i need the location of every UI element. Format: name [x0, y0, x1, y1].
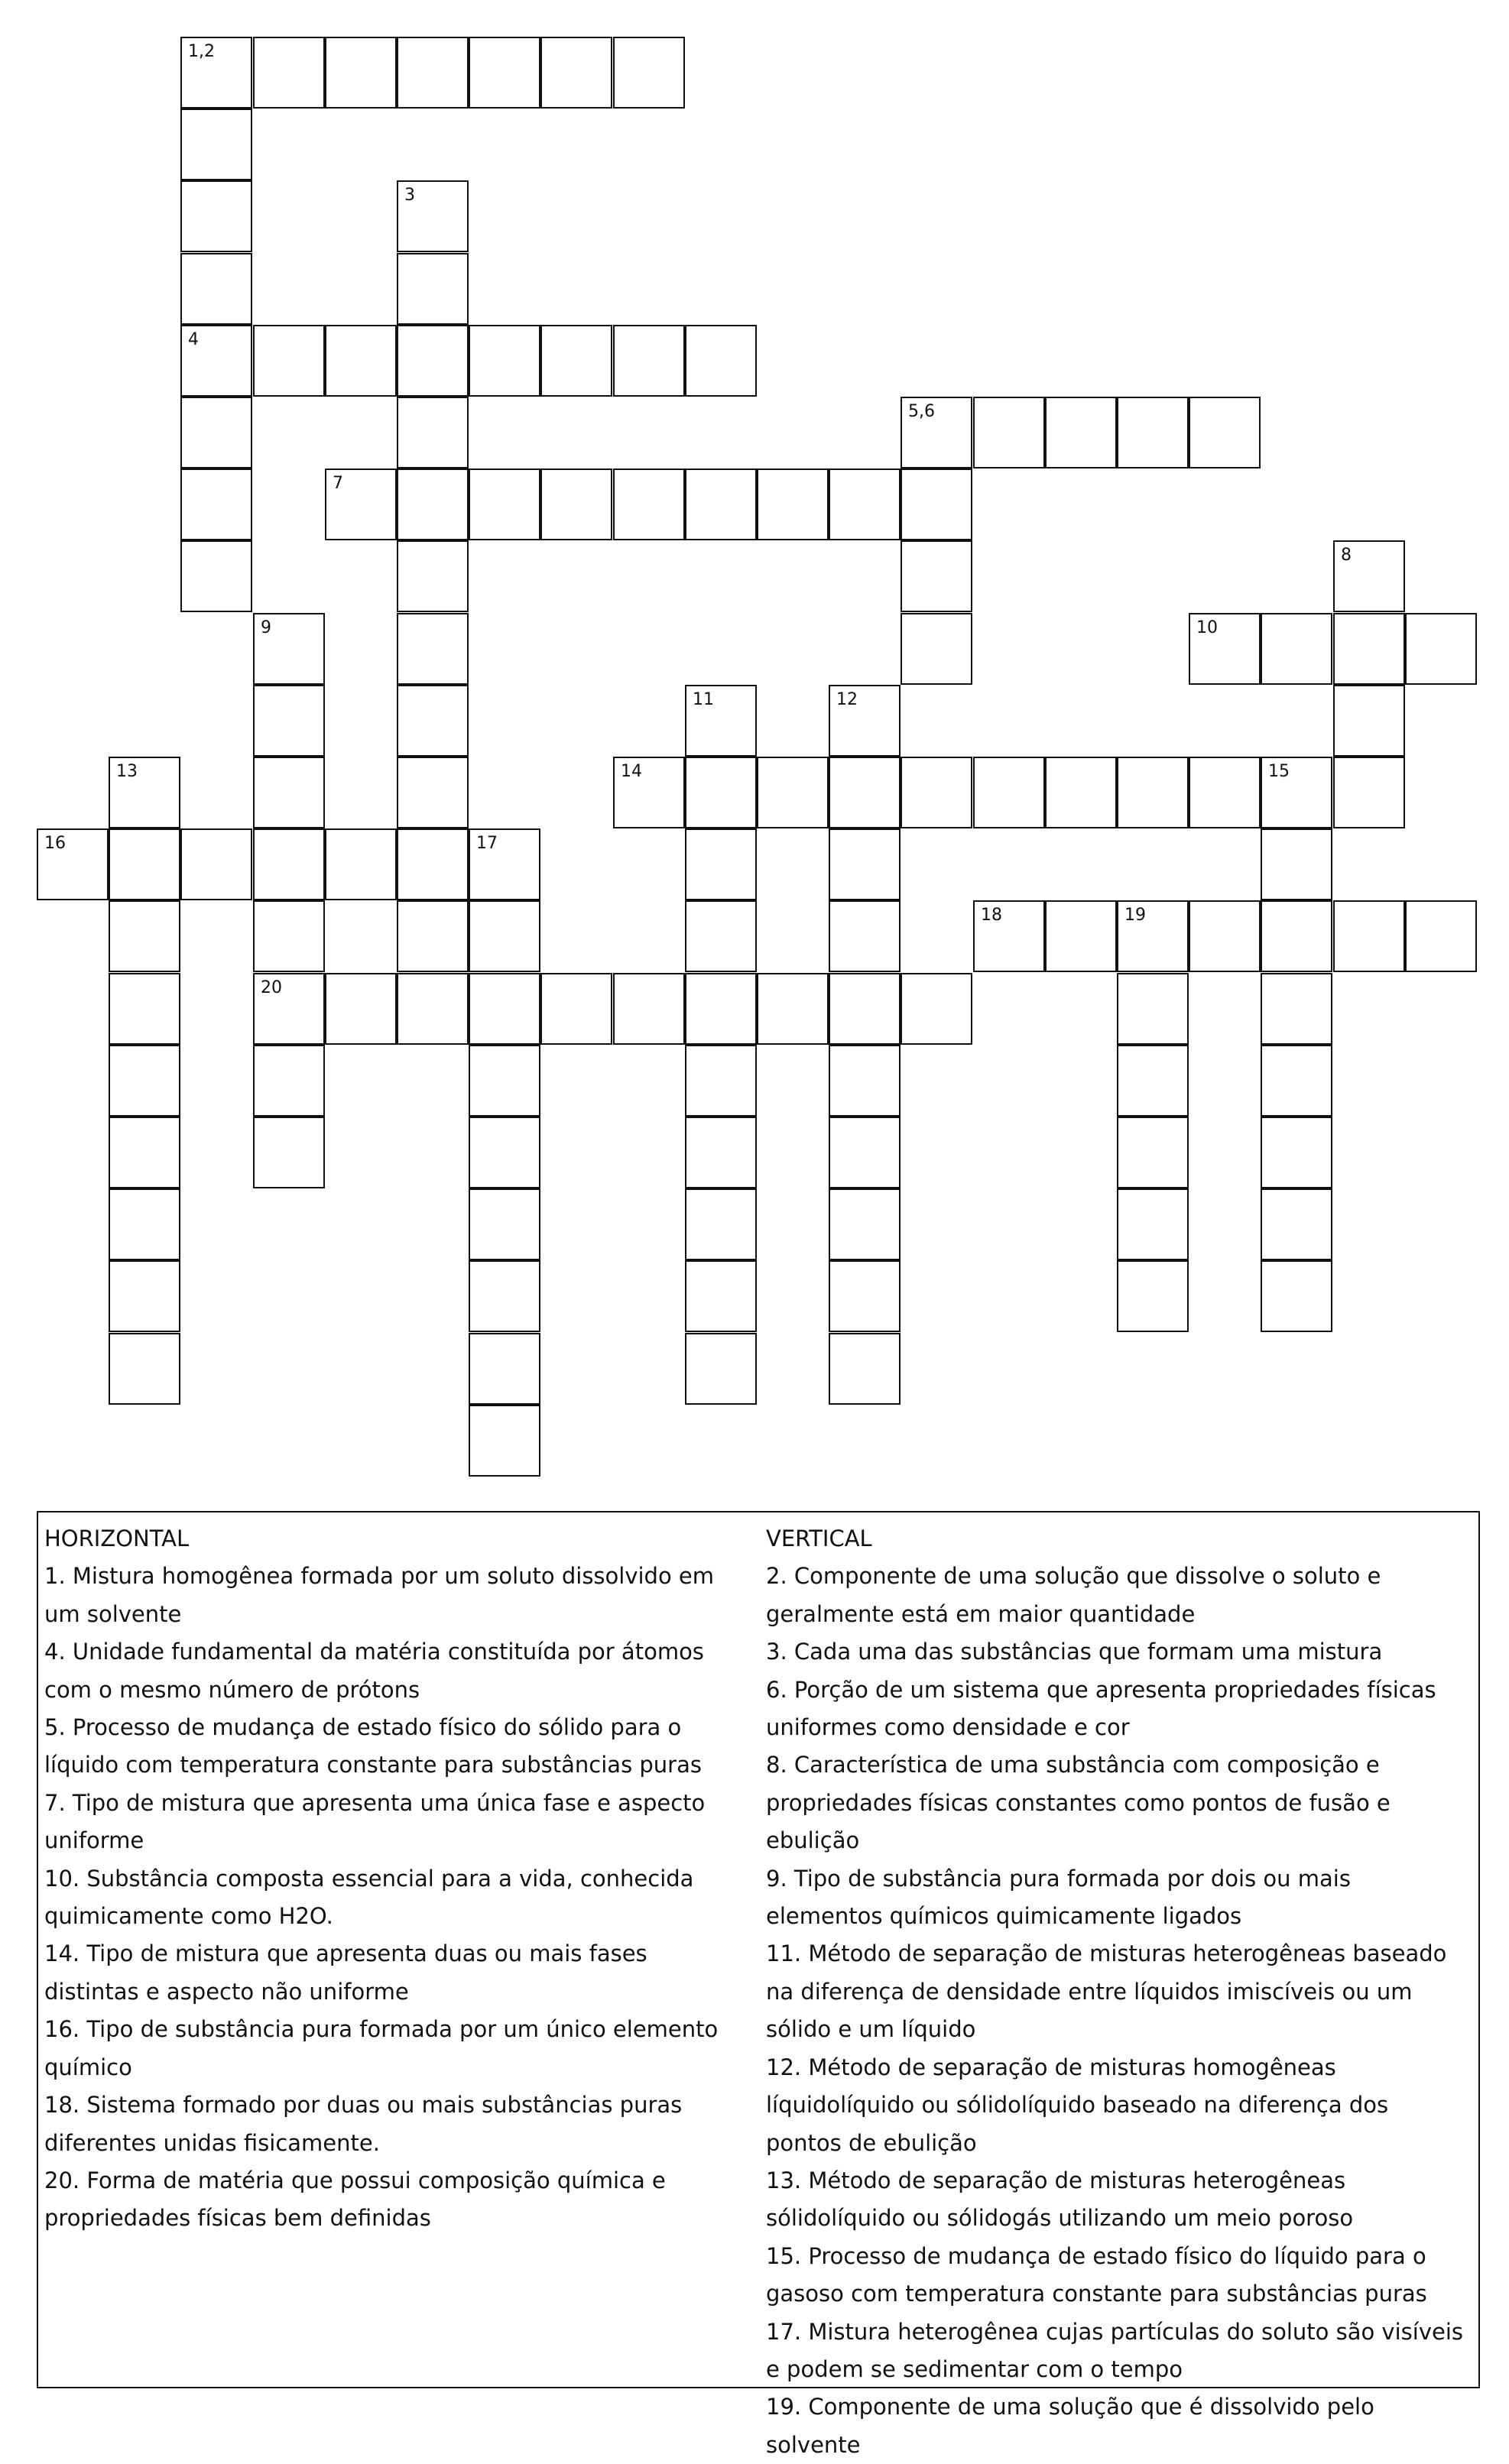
grid-cell[interactable]	[1261, 613, 1332, 685]
grid-cell[interactable]	[829, 468, 901, 540]
grid-cell[interactable]	[613, 325, 685, 397]
grid-cell[interactable]	[469, 828, 540, 900]
grid-cell[interactable]	[1117, 973, 1189, 1045]
grid-cell[interactable]	[180, 325, 252, 397]
grid-cell[interactable]	[1261, 828, 1332, 900]
grid-cell[interactable]	[180, 828, 252, 900]
grid-cell[interactable]	[1117, 1117, 1189, 1188]
grid-cell[interactable]	[1261, 757, 1332, 828]
grid-cell[interactable]	[180, 397, 252, 468]
grid-cell[interactable]	[685, 828, 757, 900]
grid-cell[interactable]	[901, 397, 972, 468]
grid-cell[interactable]	[469, 973, 540, 1045]
grid-cell[interactable]	[685, 468, 757, 540]
grid-cell[interactable]	[109, 900, 180, 972]
clue-number: 11	[693, 690, 714, 709]
grid-cell[interactable]	[253, 973, 325, 1045]
grid-cell[interactable]	[109, 1045, 180, 1117]
grid-cell[interactable]	[1333, 685, 1405, 757]
clue-number: 13	[116, 762, 138, 781]
clue-vertical-6: 6. Porção de um sistema que apresenta propriedades físicas uniformes como densidade e cor	[766, 1676, 1436, 1741]
grid-cell[interactable]	[1261, 1260, 1332, 1332]
grid-cell[interactable]	[1261, 1117, 1332, 1188]
grid-cell[interactable]	[109, 1333, 180, 1405]
grid-cell[interactable]	[397, 37, 469, 109]
grid-cell[interactable]	[469, 1117, 540, 1188]
grid-cell[interactable]	[253, 613, 325, 685]
grid-cell[interactable]	[685, 1188, 757, 1260]
grid-cell[interactable]	[325, 468, 397, 540]
grid-cell[interactable]	[1045, 757, 1117, 828]
grid-cell[interactable]	[757, 757, 829, 828]
grid-cell[interactable]	[973, 757, 1045, 828]
clue-number: 20	[261, 978, 282, 997]
grid-cell[interactable]	[253, 325, 325, 397]
grid-cell[interactable]	[397, 468, 469, 540]
vertical-clues	[766, 1520, 1469, 2464]
grid-cell[interactable]	[253, 1045, 325, 1117]
grid-cell[interactable]	[613, 973, 685, 1045]
grid-cell[interactable]	[253, 900, 325, 972]
grid-cell[interactable]	[253, 828, 325, 900]
grid-cell[interactable]	[685, 900, 757, 972]
clue-vertical-2: 2. Componente de uma solução que dissolve o soluto e geralmente está em maior quantidade	[766, 1563, 1381, 1627]
grid-cell[interactable]	[685, 757, 757, 828]
grid-cell[interactable]	[397, 900, 469, 972]
grid-cell[interactable]	[397, 325, 469, 397]
grid-cell[interactable]	[613, 37, 685, 109]
grid-cell[interactable]	[469, 325, 540, 397]
clue-number: 15	[1268, 762, 1290, 781]
grid-cell[interactable]	[397, 613, 469, 685]
grid-cell[interactable]	[469, 1188, 540, 1260]
grid-cell[interactable]	[901, 973, 972, 1045]
grid-cell[interactable]	[901, 757, 972, 828]
grid-cell[interactable]	[469, 1260, 540, 1332]
grid-cell[interactable]	[1405, 900, 1477, 972]
grid-cell[interactable]	[1261, 900, 1332, 972]
grid-cell[interactable]	[1333, 757, 1405, 828]
grid-cell[interactable]	[109, 1188, 180, 1260]
clue-vertical-3: 3. Cada uma das substâncias que formam uma mistura	[766, 1639, 1383, 1665]
grid-cell[interactable]	[325, 828, 397, 900]
grid-cell[interactable]	[829, 1188, 901, 1260]
grid-cell[interactable]	[180, 468, 252, 540]
grid-cell[interactable]	[901, 468, 972, 540]
horizontal-clues	[44, 1520, 748, 2238]
grid-cell[interactable]	[613, 757, 685, 828]
grid-cell[interactable]	[469, 1333, 540, 1405]
grid-cell[interactable]	[1117, 397, 1189, 468]
grid-cell[interactable]	[1045, 397, 1117, 468]
grid-cell[interactable]	[1333, 900, 1405, 972]
grid-cell[interactable]	[397, 397, 469, 468]
clue-horizontal-20: 20. Forma de matéria que possui composição química e propriedades físicas bem definidas	[44, 2167, 666, 2232]
grid-cell[interactable]	[253, 37, 325, 109]
clue-number: 5,6	[908, 402, 935, 421]
grid-cell[interactable]	[325, 325, 397, 397]
grid-cell[interactable]	[901, 613, 972, 685]
grid-cell[interactable]	[829, 973, 901, 1045]
grid-cell[interactable]	[1189, 900, 1261, 972]
clue-vertical-9: 9. Tipo de substância pura formada por dois ou mais elementos químicos quimicamente ligados	[766, 1865, 1351, 1930]
grid-cell[interactable]	[829, 1260, 901, 1332]
grid-cell[interactable]	[829, 757, 901, 828]
grid-cell[interactable]	[397, 685, 469, 757]
clue-horizontal-1: 1. Mistura homogênea formada por um soluto dissolvido em um solvente	[44, 1563, 715, 1627]
clue-horizontal-4: 4. Unidade fundamental da matéria constituída por átomos com o mesmo número de prótons	[44, 1639, 704, 1703]
clue-vertical-17: 17. Mistura heterogênea cujas partículas do soluto são visíveis e podem se sedimentar com o tempo	[766, 2318, 1463, 2382]
grid-cell[interactable]	[973, 900, 1045, 972]
grid-cell[interactable]	[397, 828, 469, 900]
grid-cell[interactable]	[685, 973, 757, 1045]
grid-cell[interactable]	[829, 1045, 901, 1117]
grid-cell[interactable]	[1333, 540, 1405, 612]
clue-number: 3	[404, 186, 415, 205]
grid-cell[interactable]	[1189, 757, 1261, 828]
grid-cell[interactable]	[397, 757, 469, 828]
grid-cell[interactable]	[469, 900, 540, 972]
clue-number: 12	[836, 690, 858, 709]
grid-cell[interactable]	[1045, 900, 1117, 972]
grid-cell[interactable]	[829, 685, 901, 757]
clue-number: 17	[476, 834, 498, 853]
grid-cell[interactable]	[901, 540, 972, 612]
grid-cell[interactable]	[685, 325, 757, 397]
grid-cell[interactable]	[325, 37, 397, 109]
grid-cell[interactable]	[685, 685, 757, 757]
clue-horizontal-16: 16. Tipo de substância pura formada por um único elemento químico	[44, 2016, 719, 2080]
grid-cell[interactable]	[180, 180, 252, 252]
vertical-heading: VERTICAL	[766, 1525, 872, 1551]
horizontal-heading: HORIZONTAL	[44, 1525, 190, 1551]
grid-cell[interactable]	[469, 1405, 540, 1477]
grid-cell[interactable]	[1189, 613, 1261, 685]
clue-number: 4	[188, 330, 199, 349]
grid-cell[interactable]	[180, 109, 252, 180]
clue-number: 16	[44, 834, 66, 853]
clue-horizontal-5: 5. Processo de mudança de estado físico do sólido para o líquido com temperatura constante para substâncias puras	[44, 1714, 702, 1778]
clues-panel	[37, 1511, 1480, 2458]
grid-cell[interactable]	[685, 1260, 757, 1332]
grid-cell[interactable]	[1261, 1188, 1332, 1260]
grid-cell[interactable]	[253, 685, 325, 757]
grid-cell[interactable]	[109, 1260, 180, 1332]
clue-vertical-8: 8. Característica de uma substância com composição e propriedades físicas constantes como pontos de fusão e ebulição	[766, 1752, 1391, 1854]
grid-cell[interactable]	[37, 828, 109, 900]
clue-number: 14	[621, 762, 642, 781]
clue-number: 8	[1341, 546, 1352, 565]
clue-vertical-12: 12. Método de separação de misturas homogêneas líquidolíquido ou sólidolíquido baseado na diferença dos pontos de ebulição	[766, 2054, 1389, 2156]
grid-cell[interactable]	[829, 1117, 901, 1188]
grid-cell[interactable]	[757, 468, 829, 540]
grid-cell[interactable]	[1189, 397, 1261, 468]
grid-cell[interactable]	[397, 973, 469, 1045]
clue-vertical-15: 15. Processo de mudança de estado físico do líquido para o gasoso com temperatura constante para substâncias puras	[766, 2242, 1427, 2307]
grid-cell[interactable]	[1261, 1045, 1332, 1117]
clue-horizontal-14: 14. Tipo de mistura que apresenta duas ou mais fases distintas e aspecto não uniforme	[44, 1940, 647, 2005]
grid-cell[interactable]	[540, 468, 612, 540]
clue-vertical-11: 11. Método de separação de misturas heterogêneas baseado na diferença de densidade entre líquidos imiscíveis ou um sólido e um líquido	[766, 1940, 1447, 2043]
grid-cell[interactable]	[685, 1333, 757, 1405]
clue-number: 1,2	[188, 42, 215, 61]
grid-cell[interactable]	[325, 973, 397, 1045]
grid-cell[interactable]	[109, 828, 180, 900]
clue-horizontal-10: 10. Substância composta essencial para a vida, conhecida quimicamente como H2O.	[44, 1865, 694, 1930]
clue-vertical-13: 13. Método de separação de misturas heterogêneas sólidolíquido ou sólidogás utilizando um meio poroso	[766, 2167, 1354, 2232]
grid-cell[interactable]	[109, 1117, 180, 1188]
grid-cell[interactable]	[829, 828, 901, 900]
clue-horizontal-18: 18. Sistema formado por duas ou mais substâncias puras diferentes unidas fisicamente.	[44, 2092, 683, 2156]
clue-number: 9	[261, 618, 271, 637]
grid-cell[interactable]	[469, 37, 540, 109]
clue-number: 7	[333, 474, 343, 493]
grid-cell[interactable]	[685, 1045, 757, 1117]
grid-cell[interactable]	[180, 37, 252, 109]
grid-cell[interactable]	[109, 973, 180, 1045]
grid-cell[interactable]	[397, 253, 469, 325]
grid-cell[interactable]	[973, 397, 1045, 468]
grid-cell[interactable]	[1405, 613, 1477, 685]
grid-cell[interactable]	[757, 973, 829, 1045]
grid-cell[interactable]	[829, 900, 901, 972]
grid-cell[interactable]	[397, 540, 469, 612]
clue-horizontal-7: 7. Tipo de mistura que apresenta uma única fase e aspecto uniforme	[44, 1789, 706, 1854]
grid-cell[interactable]	[109, 757, 180, 828]
grid-cell[interactable]	[1333, 613, 1405, 685]
grid-cell[interactable]	[613, 468, 685, 540]
clue-number: 19	[1124, 906, 1146, 925]
grid-cell[interactable]	[253, 757, 325, 828]
grid-cell[interactable]	[180, 253, 252, 325]
grid-cell[interactable]	[540, 973, 612, 1045]
grid-cell[interactable]	[397, 180, 469, 252]
clue-number: 18	[981, 906, 1002, 925]
grid-cell[interactable]	[1117, 757, 1189, 828]
grid-cell[interactable]	[540, 325, 612, 397]
grid-cell[interactable]	[1117, 900, 1189, 972]
grid-cell[interactable]	[829, 1333, 901, 1405]
clue-number: 10	[1196, 618, 1218, 637]
grid-cell[interactable]	[253, 1117, 325, 1188]
grid-cell[interactable]	[180, 540, 252, 612]
grid-cell[interactable]	[540, 37, 612, 109]
clue-vertical-19: 19. Componente de uma solução que é dissolvido pelo solvente	[766, 2394, 1374, 2458]
grid-cell[interactable]	[1117, 1260, 1189, 1332]
grid-cell[interactable]	[685, 1117, 757, 1188]
grid-cell[interactable]	[469, 1045, 540, 1117]
grid-cell[interactable]	[1117, 1045, 1189, 1117]
grid-cell[interactable]	[1261, 973, 1332, 1045]
grid-cell[interactable]	[1117, 1188, 1189, 1260]
grid-cell[interactable]	[469, 468, 540, 540]
